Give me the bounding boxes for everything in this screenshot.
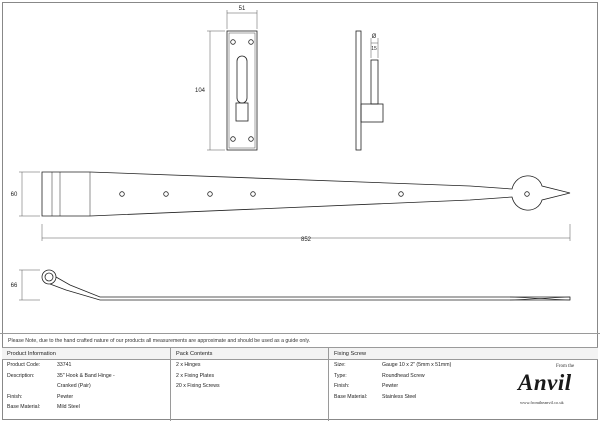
pin-side (371, 60, 378, 104)
spec-row: Size: Gauge 10 x 2" (5mm x 51mm) (334, 362, 452, 368)
spec-row: Description: 35" Hook & Band Hinge - (7, 372, 115, 379)
logo-tagline: From the (556, 364, 575, 369)
strap-side (50, 277, 570, 300)
pack-contents-heading: Pack Contents (171, 348, 328, 360)
dim-strap-height: 60 (10, 192, 18, 198)
logo-url: www.fromtheanvil.co.uk (520, 400, 564, 405)
fixing-plate-side (356, 31, 361, 150)
strap-outline (42, 172, 570, 216)
list-item: 2 x Hinges (176, 362, 201, 368)
plate-hole (231, 137, 236, 142)
dim-overall-length: 852 (300, 237, 312, 243)
spec-row: Base Material: Mild Steel (7, 404, 80, 410)
fixing-screw-column (328, 348, 598, 421)
spec-row: Finish: Pewter (334, 383, 399, 389)
product-info-heading: Product Information (2, 348, 170, 360)
strap-hole (120, 192, 125, 197)
spec-row: Cranked (Pair) (57, 383, 91, 389)
dim-hook-height: 66 (10, 283, 18, 289)
dim-pin-diameter: Ø (371, 34, 377, 40)
spec-table (2, 347, 598, 420)
strap-hole (525, 192, 530, 197)
spec-row: Type: Roundhead Screw (334, 372, 425, 379)
pin-block (236, 103, 248, 121)
pin-slot (237, 56, 247, 103)
logo-wordmark: Anvil (518, 370, 572, 395)
plate-hole (249, 137, 254, 142)
pack-contents-column (170, 348, 328, 421)
fixing-screw-heading: Fixing Screw (329, 348, 598, 360)
spec-row: Product Code: 33741 (7, 362, 72, 368)
disclaimer-note: Please Note, due to the hand crafted nature of our products all measurements are approximate and should be used as a guide only. (0, 333, 600, 347)
dim-pin-size: 15 (371, 46, 377, 52)
strap-hole (251, 192, 256, 197)
plate-hole (249, 40, 254, 45)
brand-logo (508, 348, 598, 421)
fixing-plate-front (227, 31, 257, 150)
dim-plate-width: 51 (238, 6, 246, 12)
hook-eye-outer (42, 270, 56, 284)
list-item: 2 x Fixing Plates (176, 372, 215, 379)
product-info-column (2, 348, 170, 421)
strap-hole (399, 192, 404, 197)
spec-row: Finish: Pewter (7, 393, 74, 400)
hook-eye-inner (45, 273, 53, 281)
strap-hole (208, 192, 213, 197)
pin-base-side (361, 104, 383, 122)
plate-inner-outline (229, 33, 255, 148)
strap-hole (164, 192, 169, 197)
spec-row: Base Material: Stainless Steel (334, 393, 417, 400)
dim-plate-height: 104 (194, 88, 206, 94)
plate-hole (231, 40, 236, 45)
list-item: 20 x Fixing Screws (176, 383, 220, 389)
